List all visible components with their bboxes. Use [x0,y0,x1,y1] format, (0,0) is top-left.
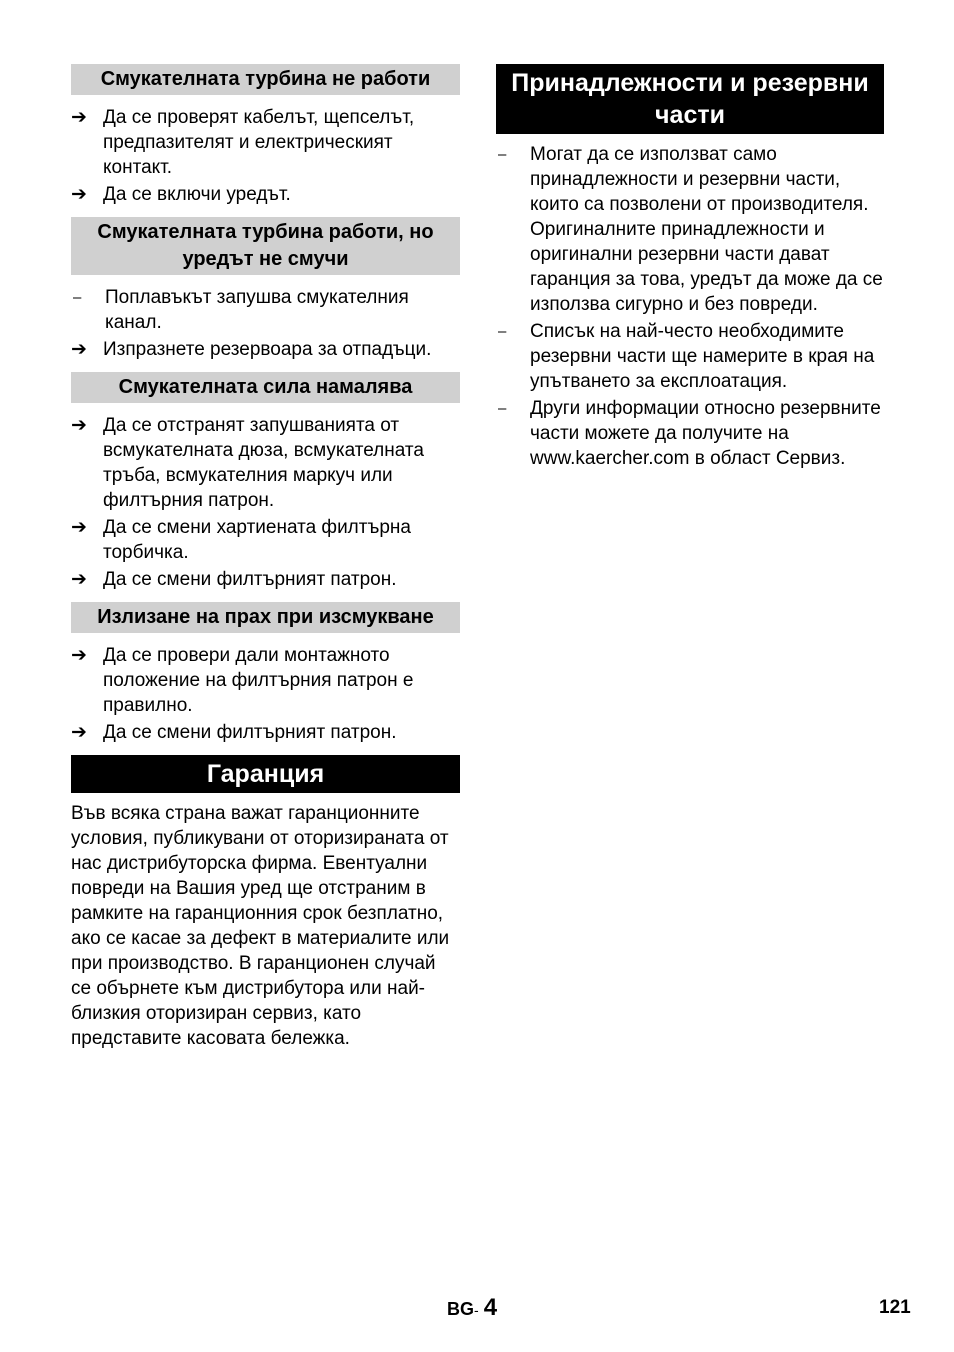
dash-bullet: – [498,400,507,417]
list-item-text: Да се включи уредът. [103,184,291,205]
section-heading: Смукателната сила намалява [71,372,460,403]
footer-section-number: 4 [483,1294,498,1321]
warranty-heading: Гаранция [71,755,460,793]
list-item [71,337,460,362]
section-heading: Излизане на прах при изсмукване [71,602,460,633]
accessories-heading: Принадлежности и резервни части [496,64,884,134]
arrow-right-icon: ➔ [71,184,87,205]
arrow-right-icon: ➔ [71,107,87,128]
section-suction-decreases [71,372,460,592]
list-item [71,105,460,180]
footer-section-code [447,1294,497,1324]
list-item-text: Да се смени филтърният патрон. [103,722,397,743]
page-number: 121 [879,1297,911,1318]
list-item-text: Други информации относно резервните части можете да получите на www.kaercher.com в област Сервиз. [530,398,881,469]
list-item-text: Изпразнете резервоара за отпадъци. [103,339,432,360]
dash-bullet: – [498,146,507,163]
list-item-text: Да се смени филтърният патрон. [103,569,397,590]
list-item-text: Да се проверят кабелът, щепселът, предпазителят и електрическият контакт. [103,107,415,178]
list-item-text: Да се смени хартиената филтърна торбичка. [103,517,411,563]
section-dust-escaping [71,602,460,745]
list-item-text: Могат да се използват само принадлежности и резервни части, които са позволени от производителя. Оригиналните принадлежности и оригинални резервни части дават гаранция за това, уредът да може да се използва сигурно и без повреди. [530,144,883,315]
warranty-text: Във всяка страна важат гаранционните условия, публикувани от оторизираната от нас дистрибуторска фирма. Евентуални повреди на Вашия уред ще отстраним в рамките на гаранционния срок безплатно, ако се касае за дефект в материалите или при производство. В гаранционен случай се обърнете към дистрибутора или най-близкия оторизиран сервиз, като представите касовата бележка. [71,803,450,1049]
dash-bullet: – [73,289,82,306]
list-item-text: Да се отстранят запушванията от всмукателната дюза, всмукателната тръба, всмукателния маркуч или филтърния патрон. [103,415,424,511]
arrow-right-icon: ➔ [71,722,87,743]
arrow-right-icon: ➔ [71,339,87,360]
list-item [71,515,460,565]
arrow-right-icon: ➔ [71,569,87,590]
arrow-right-icon: ➔ [71,645,87,666]
list-item [71,567,460,592]
section-turbine-works-no-suction [71,217,460,362]
section-heading: Смукателната турбина работи, но уредът не смучи [71,217,460,275]
list-item [496,319,884,394]
list-item [71,413,460,513]
footer-separator: - [474,1302,479,1318]
list-item-text: Списък на най-често необходимите резервни части ще намерите в края на упътването за експлоатация. [530,321,875,392]
section-heading: Смукателната турбина не работи [71,64,460,95]
arrow-right-icon: ➔ [71,517,87,538]
list-item [71,720,460,745]
arrow-right-icon: ➔ [71,415,87,436]
list-item [71,643,460,718]
section-turbine-not-working [71,64,460,207]
list-item [496,142,884,317]
left-column [71,64,460,1061]
footer-lang: BG [447,1299,474,1319]
list-item [71,285,460,335]
list-item-text: Поплавъкът запушва смукателния канал. [105,287,409,333]
list-item-text: Да се провери дали монтажното положение на филтърния патрон е правилно. [103,645,414,716]
right-column [496,64,884,473]
list-item [71,182,460,207]
list-item [496,396,884,471]
dash-bullet: – [498,323,507,340]
section-warranty [71,755,460,1051]
